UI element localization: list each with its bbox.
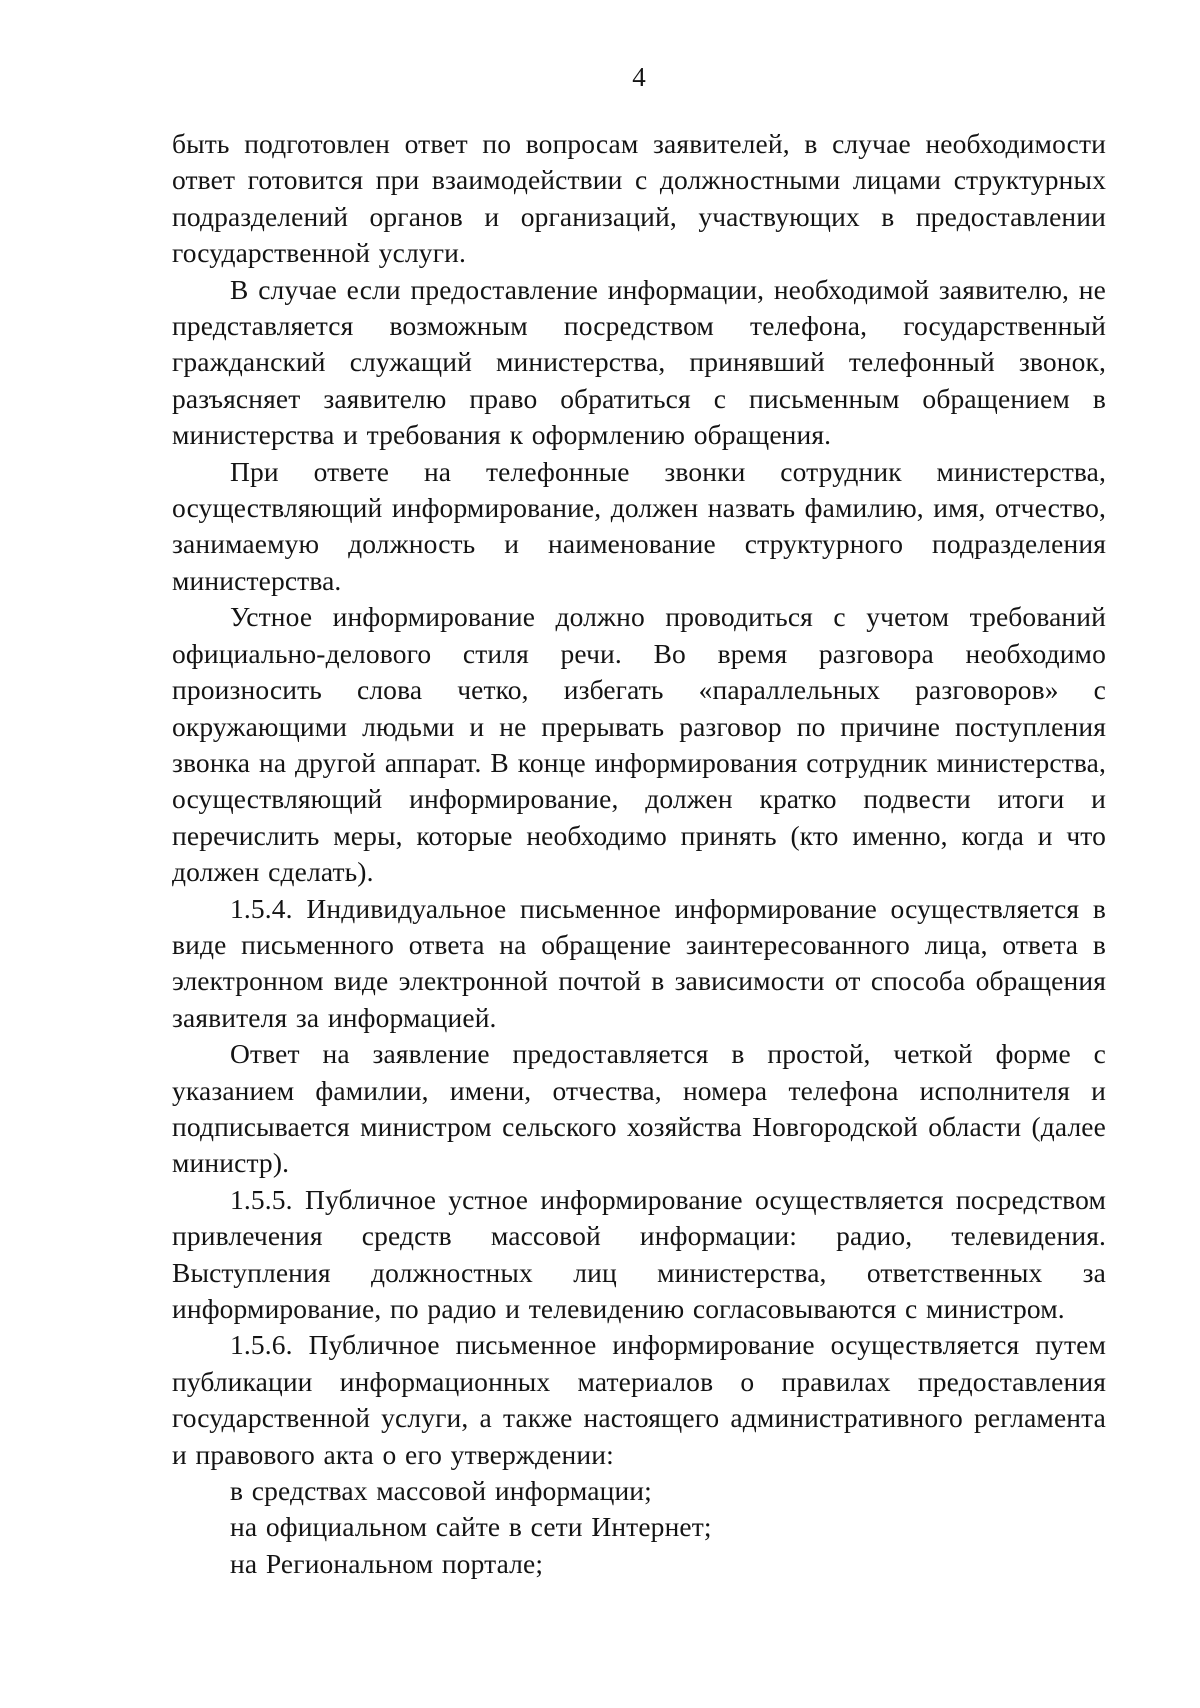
paragraph: 1.5.4. Индивидуальное письменное информирование осуществляется в виде письменного ответа на обращение заинтересованного лица, ответа в электронном виде электронной почтой в зависимости от способа обращения заявителя за информацией. xyxy=(172,892,1106,1033)
paragraph: 1.5.6. Публичное письменное информирование осуществляется путем публикации информационных материалов о правилах предоставления государственной услуги, а также настоящего административного регламента и правового акта о его утверждении: xyxy=(172,1329,1106,1470)
paragraph: В случае если предоставление информации, необходимой заявителю, не представляется возможным посредством телефона, государственный гражданский служащий министерства, принявший телефонный звонок, разъясняет заявителю право обратиться с письменным обращением в министерства и требования к оформлению обращения. xyxy=(172,273,1106,451)
paragraph: При ответе на телефонные звонки сотрудник министерства, осуществляющий информирование, должен назвать фамилию, имя, отчество, занимаемую должность и наименование структурного подразделения министерства. xyxy=(172,455,1106,596)
paragraph: в средствах массовой информации; xyxy=(230,1475,652,1507)
document-body xyxy=(172,126,1106,1582)
page-content xyxy=(172,60,1106,1582)
page-number: 4 xyxy=(632,62,646,92)
paragraph: Ответ на заявление предоставляется в простой, четкой форме с указанием фамилии, имени, отчества, номера телефона исполнителя и подписывается министром сельского хозяйства Новгородской области (далее министр). xyxy=(172,1038,1106,1179)
paragraph: 1.5.5. Публичное устное информирование осуществляется посредством привлечения средств массовой информации: радио, телевидения. Выступления должностных лиц министерства, ответственных за информирование, по радио и телевидению согласовываются с министром. xyxy=(172,1183,1106,1324)
paragraph: Устное информирование должно проводиться с учетом требований официально-делового стиля речи. Во время разговора необходимо произносить слова четко, избегать «параллельных разговоров» с окружающими людьми и не прерывать разговор по причине поступления звонка на другой аппарат. В конце информирования сотрудник министерства, осуществляющий информирование, должен кратко подвести итоги и перечислить меры, которые необходимо принять (кто именно, когда и что должен сделать). xyxy=(172,601,1106,888)
paragraph: на Региональном портале; xyxy=(230,1547,544,1579)
paragraph: на официальном сайте в сети Интернет; xyxy=(230,1511,712,1543)
paragraph: быть подготовлен ответ по вопросам заявителей, в случае необходимости ответ готовится при взаимодействии с должностными лицами структурных подразделений органов и организаций, участвующих в предоставлении государственной услуги. xyxy=(172,128,1106,269)
